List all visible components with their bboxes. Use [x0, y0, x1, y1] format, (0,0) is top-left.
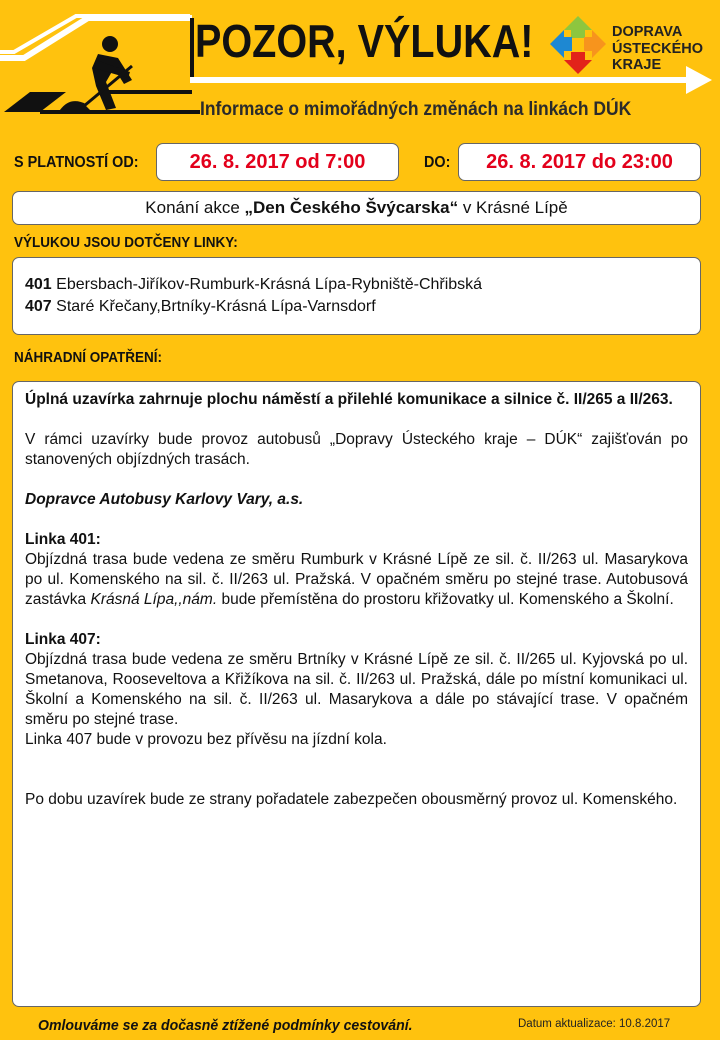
valid-from-box [156, 143, 399, 181]
duk-logo-icon [548, 14, 608, 76]
valid-from-label: S PLATNOSTÍ OD: [14, 154, 139, 171]
line-route: Staré Křečany,Brtníky-Krásná Lípa-Varnsdorf [51, 298, 376, 315]
valid-to-label: DO: [424, 154, 451, 171]
line-407-detour: Objízdná trasa bude vedena ze směru Brtníky v Krásné Lípě ze sil. č. II/265 ul. Kyjovská po ul. Smetanova, Rooseveltova a Křižíkova na sil. č. II/263 ul. Pražská, dále po místní komunikaci ul. Školní a Komenského na sil. č. II/263 ul. Masarykova a dále po stávající trase. V opačném směru po stejné trase. [25, 651, 688, 728]
event-prefix: Konání akce [145, 198, 245, 217]
logo-line: KRAJE [612, 57, 662, 73]
event-box [12, 191, 701, 225]
valid-from-value: 26. 8. 2017 od 7:00 [189, 151, 366, 173]
affected-lines-box [12, 257, 701, 335]
detour-text: Objízdná trasa bude vedena ze směru Rumburk v Krásné Lípě ze sil. č. II/263 ul. Masarykova po ul. Komenského na sil. č. II/263 ul. Pražská. V opačném směru po stejné trase. Autobusová zastávka [25, 551, 688, 608]
affected-lines-label: VÝLUKOU JSOU DOTČENY LINKY: [14, 234, 238, 251]
line-number: 407 [25, 298, 52, 315]
duk-logo-text [612, 24, 703, 74]
operation-note: V rámci uzavírky bude provoz autobusů „Dopravy Ústeckého kraje – DÚK“ zajišťován po stanovených objízdných trasách. [25, 431, 688, 468]
line-number: 401 [25, 276, 52, 293]
line-407-note: Linka 407 bude v provozu bez přívěsu na jízdní kola. [25, 731, 387, 748]
line-item-407 [25, 296, 688, 318]
measures-label: NÁHRADNÍ OPATŘENÍ: [14, 349, 162, 366]
line-item-401 [25, 274, 688, 296]
logo-line: DOPRAVA [612, 24, 683, 40]
valid-to-box [458, 143, 701, 181]
line-401-detour [25, 550, 688, 610]
line-407-heading: Linka 407: [25, 631, 101, 648]
event-description [13, 192, 700, 224]
stop-name: Krásná Lípa,,nám. [90, 591, 218, 608]
carrier-name: Dopravce Autobusy Karlovy Vary, a.s. [25, 491, 304, 508]
update-date: Datum aktualizace: 10.8.2017 [518, 1018, 671, 1030]
closing-note: Po dobu uzavírek bude ze strany pořadatele zabezpečen obousměrný provoz ul. Komenského. [25, 791, 678, 808]
footer-apology: Omlouváme se za dočasně ztížené podmínky cestování. [38, 1017, 413, 1034]
page-title: POZOR, VÝLUKA! [195, 15, 534, 67]
line-route: Ebersbach-Jiříkov-Rumburk-Krásná Lípa-Rybniště-Chřibská [51, 276, 483, 293]
closure-summary: Úplná uzavírka zahrnuje plochu náměstí a přilehlé komunikace a silnice č. II/265 a II/263. [25, 391, 673, 408]
detour-text: bude přemístěna do prostoru křižovatky ul. Komenského a Školní. [217, 591, 674, 608]
event-suffix: v Krásné Lípě [458, 198, 568, 217]
page-subtitle: Informace o mimořádných změnách na linkách DÚK [200, 99, 632, 120]
logo-line: ÚSTECKÉHO [612, 40, 704, 57]
event-name: „Den Českého Švýcarska“ [244, 198, 459, 217]
line-401-heading: Linka 401: [25, 531, 101, 548]
measures-box [12, 381, 701, 1007]
valid-to-value: 26. 8. 2017 do 23:00 [486, 151, 673, 173]
